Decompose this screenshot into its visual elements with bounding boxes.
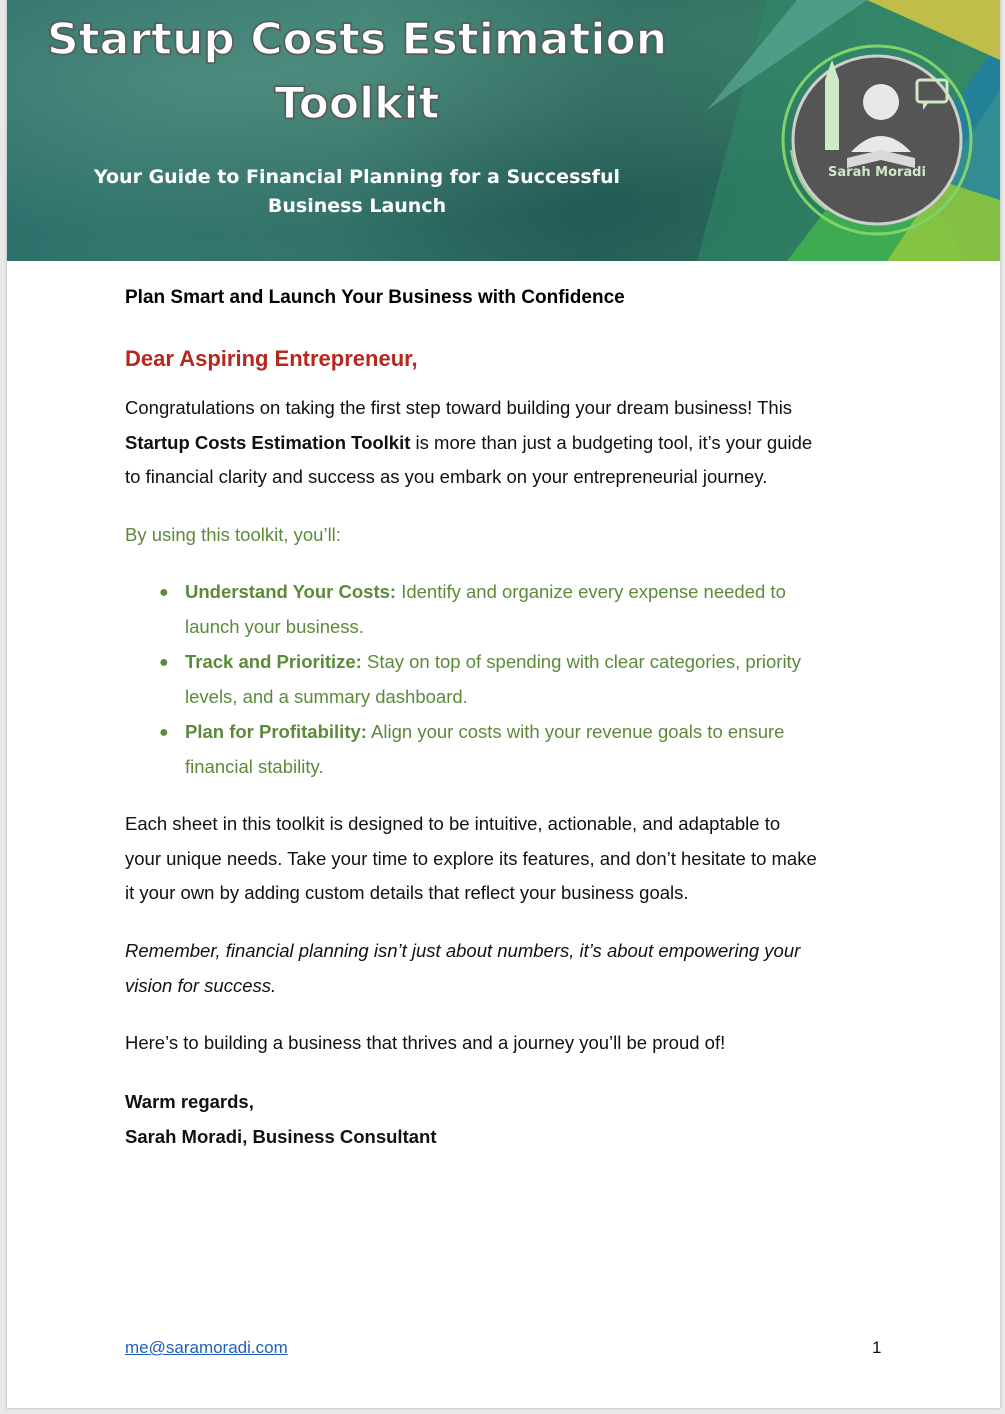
banner-subtitle-line2: Business Launch — [267, 195, 447, 217]
bullet-icon: ● — [159, 654, 169, 671]
pen-icon — [825, 80, 839, 150]
document-page — [7, 0, 1000, 1408]
intro-line2-rest: is more than just a budgeting tool, it’s your guide — [410, 432, 813, 453]
bullet-3-text: Align your costs with your revenue goals to ensure — [366, 721, 785, 742]
intro-line2 — [125, 432, 812, 454]
bullet-icon: ● — [159, 724, 169, 741]
page-number: 1 — [872, 1338, 882, 1357]
banner-subtitle-line1: Your Guide to Financial Planning for a Successful — [93, 166, 620, 188]
intro-toolkit-name: Startup Costs Estimation Toolkit — [125, 432, 411, 453]
logo-text: Sarah Moradi — [828, 165, 926, 180]
bullet-2-line1 — [185, 651, 801, 673]
bullet-2-line2: levels, and a summary dashboard. — [185, 686, 468, 707]
quote-line1: Remember, financial planning isn’t just about numbers, it’s about empowering your — [125, 940, 801, 961]
intro-line1: Congratulations on taking the first step toward building your dream business! This — [125, 397, 793, 418]
sarah-moradi-logo — [777, 40, 977, 240]
body-line1: Each sheet in this toolkit is designed to be intuitive, actionable, and adaptable to — [125, 813, 781, 834]
person-icon — [863, 84, 899, 120]
bullet-3-line2: financial stability. — [185, 756, 324, 777]
signoff: Warm regards, — [125, 1091, 254, 1112]
closing-line: Here’s to building a business that thrives and a journey you’ll be proud of! — [125, 1032, 726, 1053]
header-banner — [7, 0, 1000, 261]
footer-email-link[interactable]: me@saramoradi.com — [125, 1338, 288, 1357]
bullet-1-title: Understand Your Costs: — [185, 581, 397, 602]
bullet-icon: ● — [159, 584, 169, 601]
bullet-2-text: Stay on top of spending with clear categories, priority — [361, 651, 801, 672]
bullet-3-line1 — [185, 721, 784, 743]
letter-heading: Plan Smart and Launch Your Business with Confidence — [125, 287, 625, 308]
banner-title-line1: Startup Costs Estimation — [46, 14, 668, 65]
bullet-2-title: Track and Prioritize: — [185, 651, 362, 672]
quote-line2: vision for success. — [125, 975, 277, 996]
signature: Sarah Moradi, Business Consultant — [125, 1126, 437, 1147]
body-line3: it your own by adding custom details that reflect your business goals. — [125, 882, 689, 903]
bullet-3-title: Plan for Profitability: — [185, 721, 367, 742]
greeting: Dear Aspiring Entrepreneur, — [125, 346, 418, 371]
bullet-1-text: Identify and organize every expense needed to — [396, 581, 786, 602]
bullet-1-line2: launch your business. — [185, 616, 364, 637]
intro-line3: to financial clarity and success as you embark on your entrepreneurial journey. — [125, 466, 768, 487]
bullet-1-line1 — [185, 581, 786, 603]
banner-title-line2: Toolkit — [274, 78, 440, 129]
body-line2: your unique needs. Take your time to explore its features, and don’t hesitate to make — [125, 848, 817, 869]
lead-in: By using this toolkit, you’ll: — [125, 524, 341, 545]
